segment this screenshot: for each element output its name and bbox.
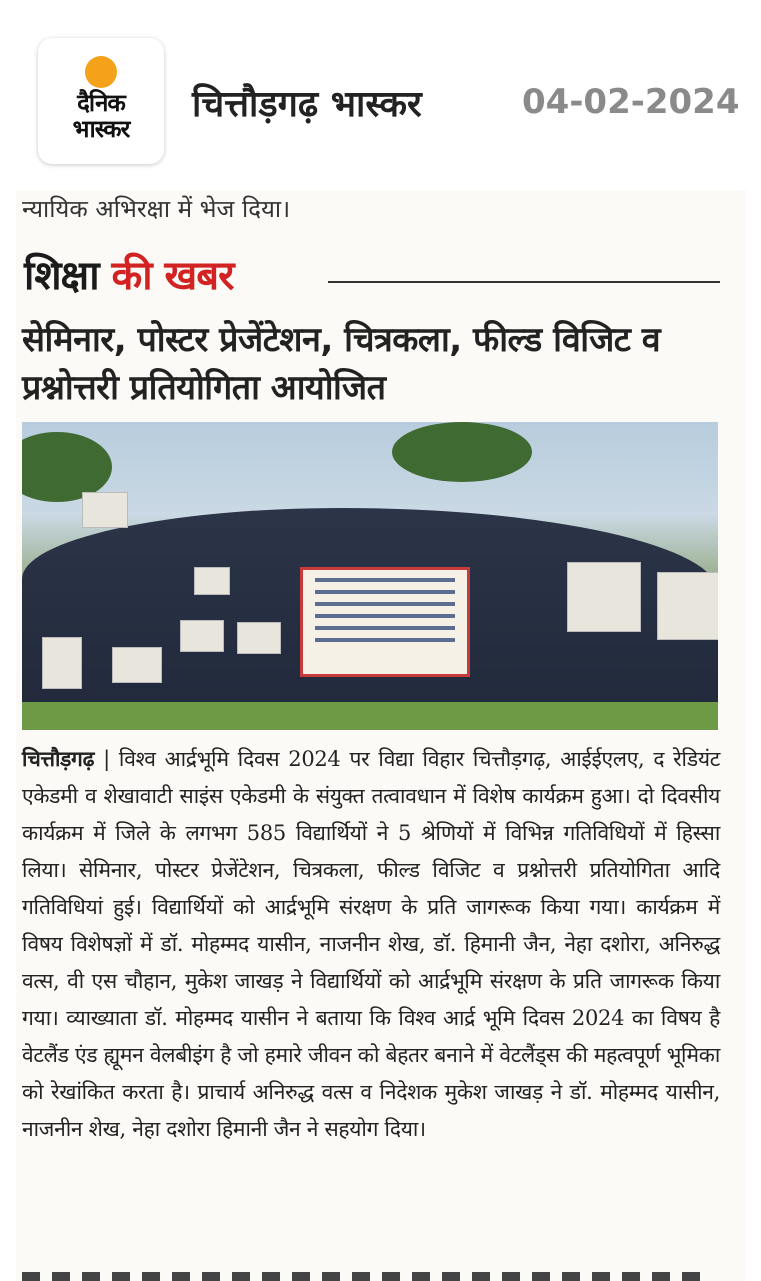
student-poster [82, 492, 128, 528]
article-body [22, 740, 720, 1148]
publication-date: 04-02-2024 [522, 82, 740, 122]
article-headline: सेमिनार, पोस्टर प्रेजेंटेशन, चित्रकला, फील्ड विजिट व प्रश्नोत्तरी प्रतियोगिता आयोजित [22, 320, 661, 408]
section-rule [328, 281, 720, 283]
section-heading-part2: की खबर [111, 253, 234, 299]
dateline-separator: | [103, 747, 110, 771]
logo-wordmark: दैनिक भास्कर [72, 89, 130, 143]
student-poster [237, 622, 281, 654]
group-photo [22, 422, 718, 730]
student-poster [194, 567, 230, 595]
next-article-cut-line [22, 1272, 712, 1281]
article-body-text: विश्व आर्द्रभूमि दिवस 2024 पर विद्या विहार चित्तौड़गढ़, आईईएलए, द रेडियंट एकेडमी व शेखावाटी साइंस एकेडमी के संयुक्त तत्वावधान में विशेष कार्यक्रम हुआ। दो दिवसीय कार्यक्रम में जिले के लगभग 585 विद्यार्थियों ने 5 श्रेणियों में विभिन्न गतिविधियों में हिस्सा लिया। सेमिनार, पोस्टर प्रेजेंटेशन, चित्रकला, फील्ड विजिट व प्रश्नोत्तरी प्रतियोगिता आदि गतिविधियां हुई। विद्यार्थियों को आर्द्रभूमि संरक्षण के प्रति जागरूक किया गया। कार्यक्रम में विषय विशेषज्ञों में डॉ. मोहम्मद यासीन, नाजनीन शेख, डॉ. हिमानी जैन, नेहा दशोरा, अनिरुद्ध वत्स, वी एस चौहान, मुकेश जाखड़ ने विद्यार्थियों को आर्द्रभूमि संरक्षण के प्रति जागरूक किया गया। व्याख्याता डॉ. मोहम्मद यासीन ने बताया कि विश्व आर्द्र भूमि दिवस 2024 का विषय है वेटलैंड एंड ह्यूमन वेलबीइंग है जो हमारे जीवन को बेहतर बनाने में वेटलैंड्स की महत्वपूर्ण भूमिका को रेखांकित करता है। प्राचार्य अनिरुद्ध वत्स व निदेशक मुकेश जाखड़ ने डॉ. मोहम्मद यासीन, नाजनीन शेख, नेहा दशोरा हिमानी जैन ने सहयोग दिया। [22, 747, 720, 1141]
section-heading [24, 246, 233, 301]
publication-title: चित्तौड़गढ़ भास्कर [192, 84, 422, 125]
section-heading-part1: शिक्षा [24, 253, 99, 299]
tree-shape [392, 422, 532, 482]
publication-logo[interactable] [38, 38, 164, 164]
app-header [0, 0, 761, 185]
newspaper-clipping [16, 190, 746, 1281]
student-poster [567, 562, 641, 632]
dateline-city: चित्तौड़गढ़ [22, 746, 95, 771]
lawn [22, 702, 718, 730]
student-poster [180, 620, 224, 652]
student-poster [657, 572, 718, 640]
student-poster [42, 637, 82, 689]
sun-icon [85, 56, 117, 88]
event-banner [300, 567, 470, 677]
student-poster [112, 647, 162, 683]
previous-article-cut-line: न्यायिक अभिरक्षा में भेज दिया। [22, 195, 291, 223]
